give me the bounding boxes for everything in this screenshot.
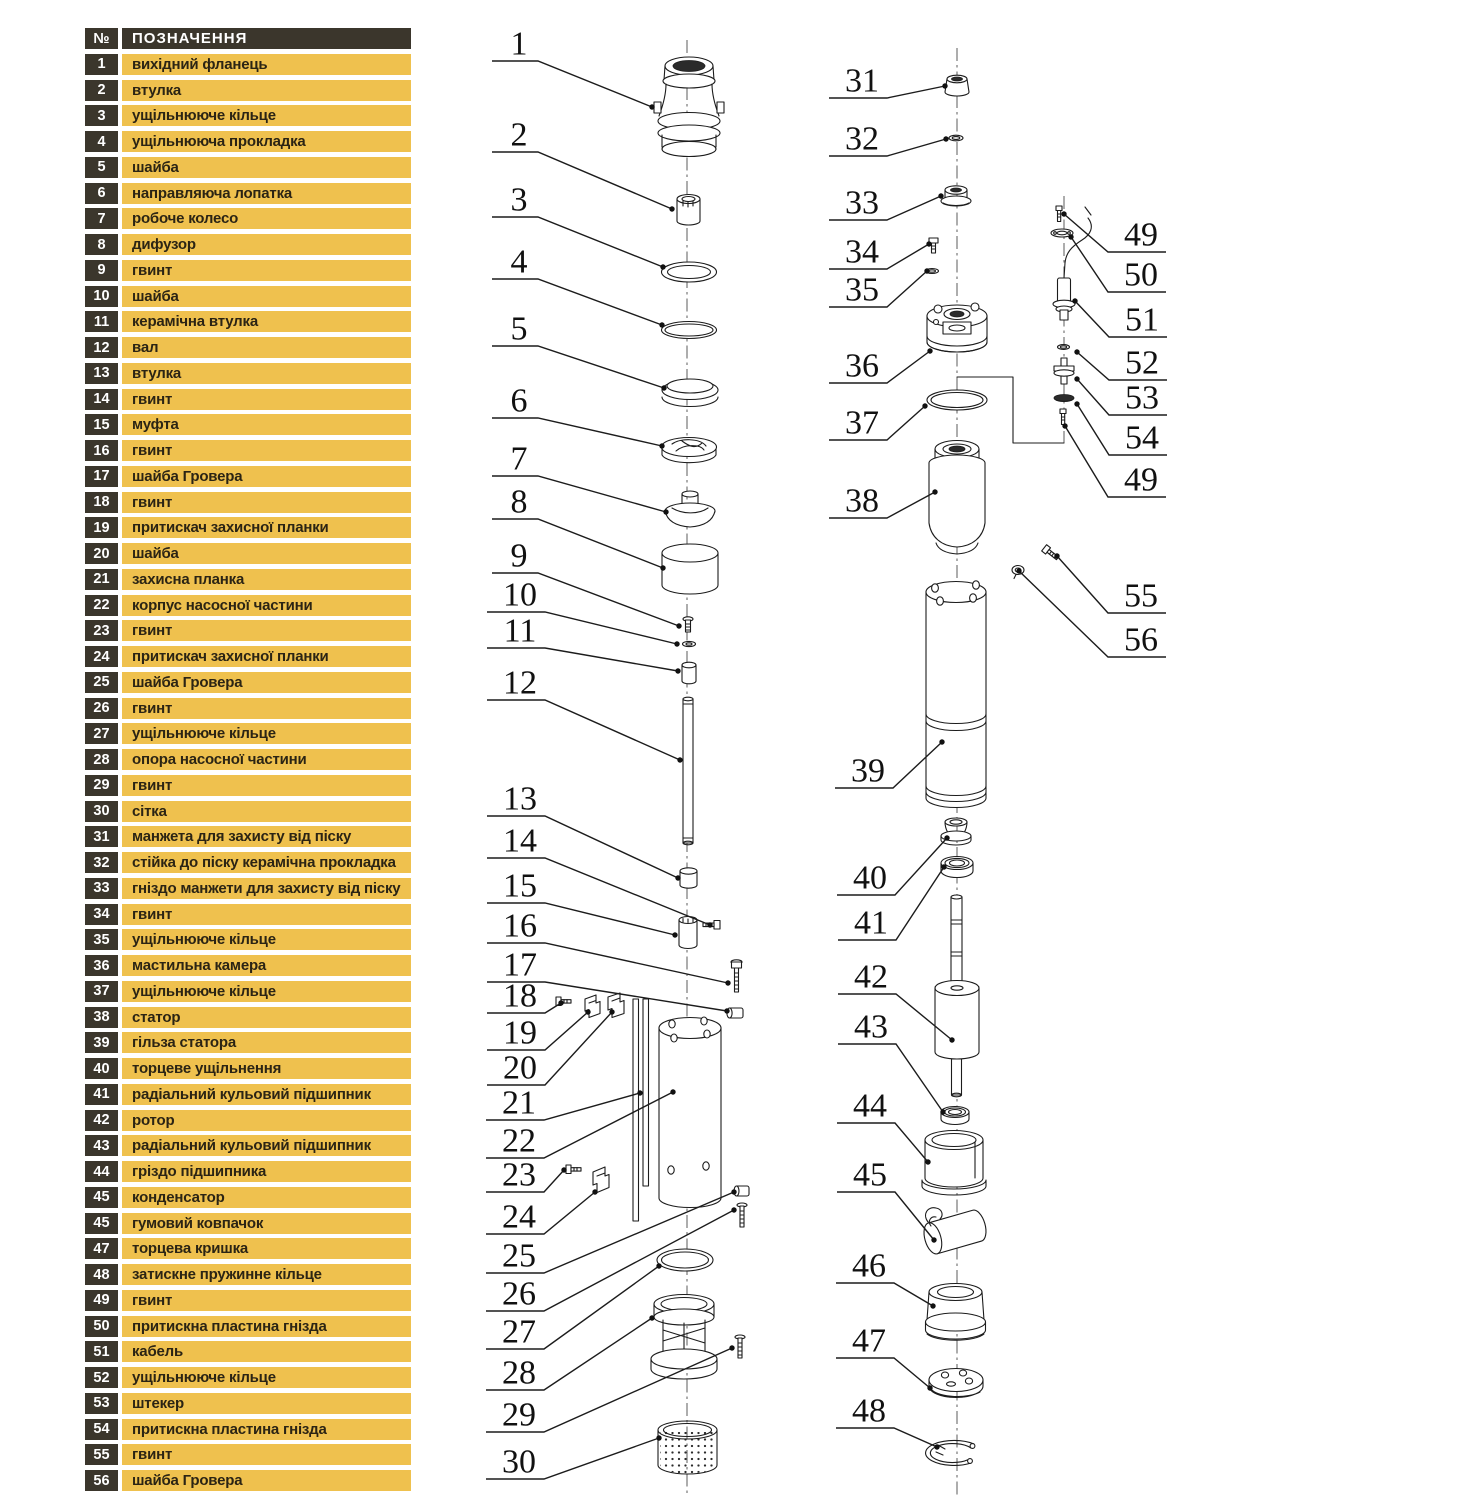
part-11-ceramic-bushing [682,662,696,684]
row-part-name: ущільнююче кільце [122,1367,411,1388]
callout-number-44: 44 [853,1087,887,1125]
part-44-bearing-seat [922,1131,986,1196]
part-1-outlet-flange [654,57,724,157]
row-number: 25 [85,672,118,693]
row-number: 2 [85,80,118,101]
callout-number-26: 26 [502,1275,536,1313]
callout-target-dot-31 [942,83,947,88]
callout-number-4: 4 [510,243,528,281]
callout-target-dot-33 [938,193,943,198]
callout-target-dot-34 [926,241,931,246]
callout-number-24: 24 [502,1198,536,1236]
row-number: 56 [85,1470,118,1491]
row-part-name: гільза статора [122,1032,411,1053]
row-part-name: мастильна камера [122,955,411,976]
callout-number-41: 41 [854,904,888,942]
callout-number-33: 33 [845,184,879,222]
part-39-stator-sleeve [926,581,986,808]
callout-number-38: 38 [845,482,879,520]
callout-target-dot-49 [1061,211,1066,216]
callout-target-dot-23 [561,1167,566,1172]
row-part-name: притискач захисної планки [122,517,411,538]
callout-number-16: 16 [503,907,537,945]
part-24-strip-clamp [593,1167,609,1193]
row-number: 23 [85,620,118,641]
row-number: 26 [85,698,118,719]
row-number: 53 [85,1393,118,1414]
row-part-name: вал [122,337,411,358]
callout-target-dot-41 [941,864,946,869]
callout-target-dot-36 [927,348,932,353]
row-part-name: шайба [122,543,411,564]
part-13-bushing [680,868,697,888]
part-32-ceramic-gasket [949,135,963,141]
part-52-o-ring-cable [1058,345,1070,350]
callout-leader-45 [837,1192,934,1240]
row-part-name: дифузор [122,234,411,255]
callout-number-1: 1 [510,25,528,63]
row-number: 41 [85,1084,118,1105]
row-part-name: шайба Гровера [122,672,411,693]
part-43-ball-bearing-lower [941,1107,969,1125]
callout-number-56: 56 [1124,621,1158,659]
callout-target-dot-2 [669,206,674,211]
row-part-name: гвинт [122,1290,411,1311]
callout-target-dot-12 [677,757,682,762]
callout-number-47: 47 [852,1322,886,1360]
callout-number-25: 25 [502,1237,536,1275]
row-part-name: притискна пластина гнізда [122,1419,411,1440]
callout-target-dot-21 [637,1090,642,1095]
row-part-name: манжета для захисту від піску [122,826,411,847]
callout-number-52: 52 [1125,344,1159,382]
row-number: 43 [85,1135,118,1156]
part-54-socket-plate-bottom [1054,395,1074,402]
row-part-name: ущільнююче кільце [122,723,411,744]
callout-target-dot-4 [659,322,664,327]
row-number: 33 [85,878,118,899]
callout-number-8: 8 [510,483,528,521]
callout-number-6: 6 [510,382,528,420]
row-number: 14 [85,389,118,410]
callout-target-dot-47 [927,1385,932,1390]
callout-target-dot-35 [924,268,929,273]
callout-number-46: 46 [852,1247,886,1285]
part-9-screw [683,617,693,632]
callout-number-21: 21 [502,1084,536,1122]
row-number: 42 [85,1110,118,1131]
row-part-name: шайба [122,157,411,178]
callout-target-dot-46 [930,1303,935,1308]
callout-target-dot-42 [949,1037,954,1042]
row-part-name: затискне пружинне кільце [122,1264,411,1285]
part-53-plug [1054,358,1074,384]
row-number: 20 [85,543,118,564]
row-number: 47 [85,1238,118,1259]
part-21-protective-strip [633,999,649,1221]
callout-number-32: 32 [845,120,879,158]
callout-number-37: 37 [845,404,879,442]
callout-target-dot-45 [931,1237,936,1242]
callout-number-49: 49 [1124,216,1158,254]
callout-target-dot-32 [943,136,948,141]
row-number: 50 [85,1316,118,1337]
row-number: 21 [85,569,118,590]
row-part-name: захисна планка [122,569,411,590]
part-42-rotor [935,895,979,1097]
callout-target-dot-1 [649,104,654,109]
row-part-name: радіальний кульовий підшипник [122,1135,411,1156]
callout-target-dot-38 [932,489,937,494]
row-part-name: робоче колесо [122,208,411,229]
part-47-end-cover [929,1369,983,1398]
callout-target-dot-56 [1016,568,1021,573]
callout-target-dot-16 [725,980,730,985]
part-27-o-ring [657,1249,713,1271]
callout-target-dot-8 [660,565,665,570]
part-51-cable [1053,207,1091,320]
row-number: 31 [85,826,118,847]
row-number: 54 [85,1419,118,1440]
part-15-coupling [679,917,697,949]
header-name-cell: ПОЗНАЧЕННЯ [122,28,411,49]
part-49-screw-top [1056,206,1062,222]
callout-target-dot-7 [663,509,668,514]
callout-number-17: 17 [503,946,537,984]
callout-leader-46 [836,1283,933,1306]
part-12-shaft [683,697,693,845]
callout-number-5: 5 [510,310,528,348]
row-number: 17 [85,466,118,487]
callout-target-dot-20 [609,1009,614,1014]
row-part-name: радіальний кульовий підшипник [122,1084,411,1105]
callout-target-dot-18 [558,1000,563,1005]
callout-target-dot-40 [944,835,949,840]
row-part-name: сітка [122,801,411,822]
callout-leader-48 [836,1428,937,1447]
row-number: 27 [85,723,118,744]
row-part-name: торцева кришка [122,1238,411,1259]
row-part-name: втулка [122,80,411,101]
callout-target-dot-55 [1054,553,1059,558]
row-number: 22 [85,595,118,616]
callout-number-20: 20 [503,1049,537,1087]
row-number: 48 [85,1264,118,1285]
part-5-washer [662,379,718,407]
row-number: 10 [85,286,118,307]
part-16-bolt [731,960,742,992]
callout-number-14: 14 [503,822,537,860]
callout-number-42: 42 [854,958,888,996]
row-number: 44 [85,1161,118,1182]
row-part-name: гвинт [122,492,411,513]
row-part-name: ущільнююче кільце [122,929,411,950]
callout-leader-47 [836,1358,930,1388]
callout-target-dot-11 [675,668,680,673]
callout-target-dot-50 [1068,234,1073,239]
row-number: 45 [85,1187,118,1208]
row-number: 15 [85,414,118,435]
callout-target-dot-39 [939,739,944,744]
row-part-name: гніздо манжети для захисту від піску [122,878,411,899]
row-part-name: статор [122,1007,411,1028]
callout-number-9: 9 [510,537,528,575]
callout-target-dot-25 [731,1189,736,1194]
part-2-bushing [677,195,700,226]
callout-target-dot-52 [1074,349,1079,354]
callout-number-48: 48 [852,1392,886,1430]
callout-number-34: 34 [845,233,879,271]
callout-number-19: 19 [503,1014,537,1052]
callout-number-27: 27 [502,1313,536,1351]
callout-number-29: 29 [502,1396,536,1434]
row-number: 34 [85,904,118,925]
row-part-name: гріздо підшипника [122,1161,411,1182]
callout-leader-12 [487,700,680,760]
row-number: 55 [85,1444,118,1465]
callout-target-dot-15 [672,932,677,937]
row-part-name: гумовий ковпачок [122,1213,411,1234]
part-28-pump-support [651,1295,717,1380]
callout-target-dot-29 [729,1345,734,1350]
row-number: 13 [85,363,118,384]
part-8-diffuser [662,544,718,594]
row-part-name: ущільнююче кільце [122,981,411,1002]
row-number: 11 [85,311,118,332]
row-number: 16 [85,440,118,461]
row-part-name: притискач захисної планки [122,646,411,667]
callout-target-dot-53 [1074,376,1079,381]
row-part-name: гвинт [122,1444,411,1465]
row-part-name: стійка до піску керамічна прокладка [122,852,411,873]
part-46-rubber-cap [926,1284,986,1341]
row-number: 5 [85,157,118,178]
callout-target-dot-27 [656,1263,661,1268]
callout-number-10: 10 [503,576,537,614]
row-number: 18 [85,492,118,513]
callout-number-51: 51 [1125,301,1159,339]
callout-leader-34 [829,244,929,269]
row-number: 40 [85,1058,118,1079]
row-number: 36 [85,955,118,976]
callout-target-dot-10 [674,641,679,646]
callout-target-dot-54 [1074,401,1079,406]
part-10-washer-small [683,641,696,646]
row-part-name: конденсатор [122,1187,411,1208]
callout-target-dot-6 [659,443,664,448]
part-40-mechanical-seal [941,818,971,845]
part-3-seal-ring [662,262,717,282]
part-48-snap-ring [926,1440,975,1465]
callout-labels [486,26,1167,1481]
row-part-name: втулка [122,363,411,384]
part-26-bolt [737,1203,747,1227]
row-number: 24 [85,646,118,667]
callout-number-54: 54 [1125,419,1159,457]
row-number: 39 [85,1032,118,1053]
callout-number-7: 7 [510,440,528,478]
callout-number-23: 23 [502,1156,536,1194]
part-31-sand-guard-sleeve [945,75,969,96]
callout-target-dot-22 [670,1089,675,1094]
row-part-name: гвинт [122,620,411,641]
row-number: 30 [85,801,118,822]
callout-target-dot-30 [656,1435,661,1440]
row-number: 4 [85,131,118,152]
part-30-strainer-mesh [658,1421,717,1474]
row-part-name: шайба Гровера [122,1470,411,1491]
callout-number-12: 12 [503,664,537,702]
header-number-cell: № [85,28,118,49]
row-number: 45 [85,1213,118,1234]
part-36-oil-chamber [927,303,987,352]
row-number: 12 [85,337,118,358]
row-part-name: притискна пластина гнізда [122,1316,411,1337]
row-part-name: гвинт [122,775,411,796]
callout-number-49: 49 [1124,461,1158,499]
callout-target-dot-24 [592,1189,597,1194]
row-part-name: шайба [122,286,411,307]
row-part-name: ущільнююча прокладка [122,131,411,152]
part-22-pump-housing [659,1017,721,1208]
row-part-name: опора насосної частини [122,749,411,770]
row-part-name: гвинт [122,698,411,719]
callout-target-dot-28 [649,1315,654,1320]
part-49-screw-bottom [1060,409,1066,425]
callout-number-45: 45 [853,1156,887,1194]
part-38-stator [929,441,985,555]
row-part-name: гвинт [122,260,411,281]
row-part-name: торцеве ущільнення [122,1058,411,1079]
callout-number-30: 30 [502,1443,536,1481]
callout-target-dot-48 [934,1444,939,1449]
row-number: 6 [85,183,118,204]
part-33-sand-guard-seat [941,186,971,206]
row-part-name: вихідний фланець [122,54,411,75]
callout-target-dot-5 [661,385,666,390]
callout-target-dot-3 [660,264,665,269]
row-number: 1 [85,54,118,75]
row-part-name: корпус насосної частини [122,595,411,616]
cable-assembly-connector-line [957,377,1064,443]
part-37-o-ring [927,390,987,410]
row-number: 32 [85,852,118,873]
callout-number-11: 11 [503,612,537,650]
part-45-capacitor [921,1208,989,1256]
row-part-name: шайба Гровера [122,466,411,487]
callout-target-dot-17 [724,1008,729,1013]
callout-number-31: 31 [845,62,879,100]
callout-target-dot-43 [940,1109,945,1114]
row-part-name: штекер [122,1393,411,1414]
callout-target-dot-37 [922,403,927,408]
callout-number-13: 13 [503,780,537,818]
row-number: 52 [85,1367,118,1388]
row-part-name: гвинт [122,904,411,925]
callout-number-18: 18 [503,977,537,1015]
row-number: 37 [85,981,118,1002]
part-23-screw-small [566,1165,581,1174]
callout-target-dot-13 [675,875,680,880]
part-17-spring-washer [727,1008,743,1018]
row-part-name: ротор [122,1110,411,1131]
callout-target-dot-19 [585,1009,590,1014]
row-number: 19 [85,517,118,538]
callout-number-50: 50 [1124,256,1158,294]
part-6-guide-vane [662,438,717,463]
callout-number-39: 39 [851,752,885,790]
part-29-bolt [735,1335,745,1358]
callout-number-3: 3 [510,181,528,219]
row-part-name: кабель [122,1341,411,1362]
row-part-name: гвинт [122,389,411,410]
callout-number-35: 35 [845,271,879,309]
row-number: 8 [85,234,118,255]
row-number: 29 [85,775,118,796]
callout-number-28: 28 [502,1354,536,1392]
callout-number-53: 53 [1125,379,1159,417]
part-4-seal-gasket [662,322,717,339]
callout-number-2: 2 [510,116,528,154]
callout-target-dot-44 [925,1159,930,1164]
row-number: 51 [85,1341,118,1362]
callout-target-dot-51 [1072,298,1077,303]
row-number: 28 [85,749,118,770]
row-part-name: керамічна втулка [122,311,411,332]
row-part-name: направляюча лопатка [122,183,411,204]
callout-number-43: 43 [854,1008,888,1046]
callout-target-dot-26 [731,1207,736,1212]
row-number: 38 [85,1007,118,1028]
callout-number-36: 36 [845,347,879,385]
callout-target-dot-49 [1062,423,1067,428]
callout-leader-1 [492,61,652,107]
row-number: 35 [85,929,118,950]
row-part-name: ущільнююче кільце [122,105,411,126]
row-number: 49 [85,1290,118,1311]
row-number: 3 [85,105,118,126]
part-7-impeller [665,491,715,527]
row-part-name: гвинт [122,440,411,461]
callout-number-40: 40 [853,859,887,897]
part-55-screw [1042,545,1060,562]
row-number: 9 [85,260,118,281]
callout-target-dot-14 [707,922,712,927]
callout-number-22: 22 [502,1122,536,1160]
callout-target-dot-9 [676,623,681,628]
row-number: 7 [85,208,118,229]
row-part-name: муфта [122,414,411,435]
callout-number-15: 15 [503,867,537,905]
callout-number-55: 55 [1124,577,1158,615]
